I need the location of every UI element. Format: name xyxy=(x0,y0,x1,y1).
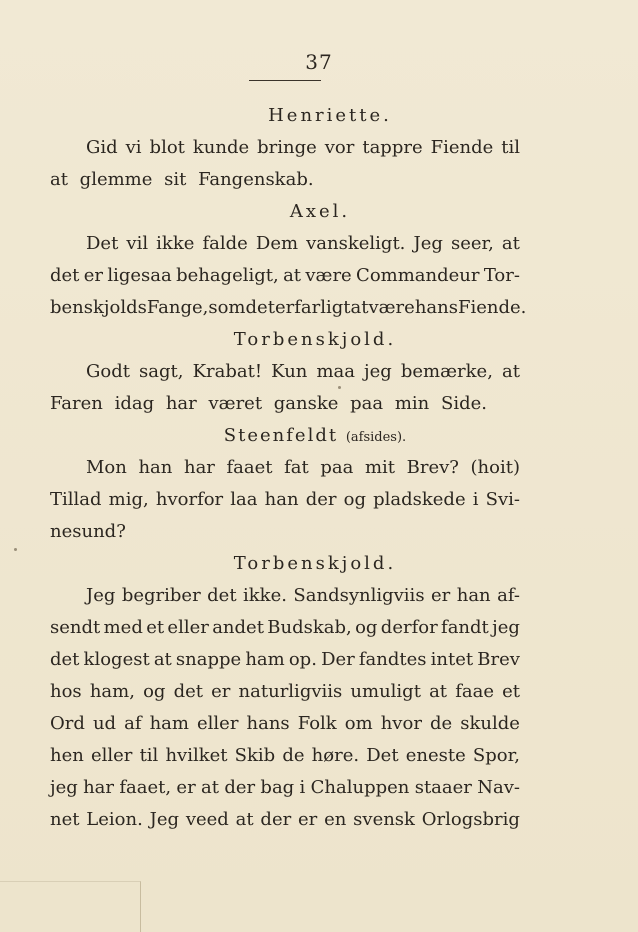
dialogue-line xyxy=(50,804,520,836)
word: Chaluppen xyxy=(310,777,410,798)
speaker-torbenskjold: Torbenskjold. xyxy=(233,329,397,350)
word: et xyxy=(502,681,520,702)
word: Brev xyxy=(477,649,520,670)
word: hvor xyxy=(380,713,422,734)
word: faae xyxy=(455,681,494,702)
word: til xyxy=(139,745,159,766)
dialogue-line xyxy=(50,644,520,676)
word: vanskeligt. xyxy=(306,233,406,254)
speaker-henriette: Henriette. xyxy=(268,105,392,126)
dialogue-line xyxy=(50,580,520,612)
speaker-axel: Axel. xyxy=(289,201,351,222)
word: sendt xyxy=(50,617,101,638)
word: Jeg xyxy=(86,585,116,606)
word: ham xyxy=(149,713,189,734)
word: vor xyxy=(324,137,355,158)
word: Spor, xyxy=(472,745,520,766)
dialogue-line xyxy=(50,484,520,516)
word: bemærke, xyxy=(400,361,493,382)
word: veed xyxy=(185,809,229,830)
word: Ord xyxy=(50,713,85,734)
word: Folk xyxy=(297,713,337,734)
word: og xyxy=(355,617,378,638)
word: behageligt, xyxy=(176,265,279,286)
dialogue-line xyxy=(50,356,520,388)
speaker-steenfeldt xyxy=(50,420,520,452)
word: at xyxy=(201,777,219,798)
word: Fange, xyxy=(146,297,209,318)
word: hen xyxy=(50,745,84,766)
word: vil xyxy=(126,233,149,254)
word: Det xyxy=(86,233,119,254)
word: der xyxy=(224,777,256,798)
word: Der xyxy=(321,649,355,670)
word: Tillad xyxy=(50,489,102,510)
word: andet xyxy=(212,617,264,638)
dialogue-line xyxy=(50,772,520,804)
word: op. xyxy=(288,649,317,670)
word: som xyxy=(208,297,246,318)
word: og xyxy=(343,489,366,510)
word: skulde xyxy=(460,713,520,734)
word: og xyxy=(143,681,166,702)
word: Leion. xyxy=(86,809,143,830)
word: har xyxy=(83,777,115,798)
word: laa xyxy=(230,489,258,510)
word: Svi- xyxy=(485,489,520,510)
word: net xyxy=(50,809,80,830)
dialogue-line: at glemme sit Fangenskab. xyxy=(50,169,314,190)
word: han xyxy=(264,489,299,510)
word: Brev? xyxy=(406,457,459,478)
word: at xyxy=(283,265,302,286)
word: de xyxy=(429,713,453,734)
word: til xyxy=(501,137,520,158)
word: Jeg xyxy=(413,233,443,254)
word: med xyxy=(103,617,143,638)
word: eller xyxy=(90,745,133,766)
word: at xyxy=(429,681,448,702)
play-text xyxy=(50,100,527,836)
word: at xyxy=(502,361,520,382)
dialogue-line: nesund? xyxy=(50,521,126,542)
word: kunde xyxy=(192,137,250,158)
word: hos xyxy=(50,681,82,702)
dialogue-line xyxy=(50,228,520,260)
word: det xyxy=(173,681,203,702)
word: er xyxy=(83,265,104,286)
dialogue-line xyxy=(50,292,527,324)
word: fandtes xyxy=(358,649,427,670)
word: han xyxy=(456,585,491,606)
word: en xyxy=(324,809,347,830)
word: bag xyxy=(260,777,295,798)
paper-speck xyxy=(14,548,17,551)
stage-direction: (afsides). xyxy=(345,430,407,445)
word: Orlogsbrig xyxy=(421,809,520,830)
word: bringe xyxy=(257,137,317,158)
word: hvilket xyxy=(165,745,228,766)
word: Jeg xyxy=(149,809,180,830)
word: Fiende. xyxy=(457,297,527,318)
word: af- xyxy=(497,585,520,606)
word: hvorfor xyxy=(155,489,224,510)
word: det xyxy=(50,265,80,286)
word: mig, xyxy=(108,489,149,510)
word: umuligt xyxy=(350,681,421,702)
dialogue-line xyxy=(50,260,520,292)
word: Det xyxy=(366,745,399,766)
dialogue-line xyxy=(50,676,520,708)
word: jeg xyxy=(364,361,392,382)
word: seer, xyxy=(450,233,494,254)
word: faaet xyxy=(226,457,273,478)
word: intet xyxy=(430,649,474,670)
word: faaet, xyxy=(119,777,172,798)
word: maa xyxy=(316,361,355,382)
word: vi xyxy=(125,137,142,158)
word: det xyxy=(245,297,275,318)
word: snappe xyxy=(175,649,242,670)
word: at xyxy=(350,297,369,318)
word: et xyxy=(146,617,165,638)
word: Tor- xyxy=(483,265,520,286)
word: paa xyxy=(320,457,354,478)
word: er xyxy=(274,297,295,318)
header-rule xyxy=(249,80,321,81)
word: tappre xyxy=(362,137,423,158)
paper-speck xyxy=(338,386,341,389)
word: være xyxy=(368,297,415,318)
word: har xyxy=(183,457,215,478)
word: blot xyxy=(149,137,185,158)
word: Krabat! xyxy=(192,361,263,382)
speaker-torbenskjold: Torbenskjold. xyxy=(233,553,397,574)
dialogue-line xyxy=(50,452,520,484)
word: farligt xyxy=(294,297,351,318)
speaker-name: Steenfeldt xyxy=(223,425,339,446)
dialogue-line xyxy=(50,612,520,644)
word: der xyxy=(305,489,337,510)
dialogue-line xyxy=(50,740,520,772)
word: hans xyxy=(246,713,290,734)
word: eller xyxy=(167,617,209,638)
word: fat xyxy=(284,457,309,478)
word: Mon xyxy=(86,457,127,478)
word: Commandeur xyxy=(356,265,480,286)
word: eller xyxy=(197,713,239,734)
word: ikke xyxy=(156,233,195,254)
word: mit xyxy=(364,457,396,478)
word: høre. xyxy=(311,745,360,766)
page-number: 37 xyxy=(305,50,333,74)
word: jeg xyxy=(492,617,520,638)
word: eneste xyxy=(405,745,466,766)
word: Nav- xyxy=(477,777,520,798)
dialogue-line xyxy=(50,132,520,164)
word: Kun xyxy=(271,361,308,382)
word: være xyxy=(305,265,352,286)
word: jeg xyxy=(50,777,78,798)
word: Dem xyxy=(255,233,299,254)
word: af xyxy=(124,713,142,734)
page-edge-shadow xyxy=(0,881,141,932)
word: Skib xyxy=(234,745,276,766)
word: fandt xyxy=(441,617,489,638)
word: de xyxy=(282,745,305,766)
word: Godt xyxy=(86,361,130,382)
word: (hoit) xyxy=(470,457,520,478)
word: at xyxy=(501,233,520,254)
word: ligesaa xyxy=(107,265,172,286)
word: det xyxy=(207,585,237,606)
word: der xyxy=(260,809,292,830)
word: sagt, xyxy=(139,361,184,382)
word: er xyxy=(211,681,231,702)
word: begriber xyxy=(121,585,201,606)
word: svensk xyxy=(353,809,415,830)
word: hans xyxy=(414,297,458,318)
word: Gid xyxy=(86,137,118,158)
word: klogest xyxy=(83,649,150,670)
word: i xyxy=(299,777,306,798)
word: Sandsynligviis xyxy=(293,585,425,606)
word: det xyxy=(50,649,80,670)
word: derfor xyxy=(380,617,438,638)
word: Fiende xyxy=(430,137,494,158)
word: ud xyxy=(92,713,117,734)
word: i xyxy=(472,489,479,510)
word: naturligviis xyxy=(238,681,343,702)
word: Budskab, xyxy=(267,617,352,638)
word: ham, xyxy=(89,681,135,702)
word: er xyxy=(298,809,318,830)
word: om xyxy=(344,713,373,734)
word: er xyxy=(176,777,196,798)
dialogue-line: Faren idag har været ganske paa min Side. xyxy=(50,393,487,414)
word: at xyxy=(235,809,254,830)
word: ikke. xyxy=(243,585,287,606)
word: pladskede xyxy=(373,489,466,510)
word: han xyxy=(138,457,173,478)
word: ham xyxy=(245,649,285,670)
word: benskjolds xyxy=(50,297,147,318)
word: staaer xyxy=(414,777,472,798)
word: er xyxy=(431,585,451,606)
word: at xyxy=(153,649,172,670)
word: falde xyxy=(202,233,248,254)
dialogue-line xyxy=(50,708,520,740)
